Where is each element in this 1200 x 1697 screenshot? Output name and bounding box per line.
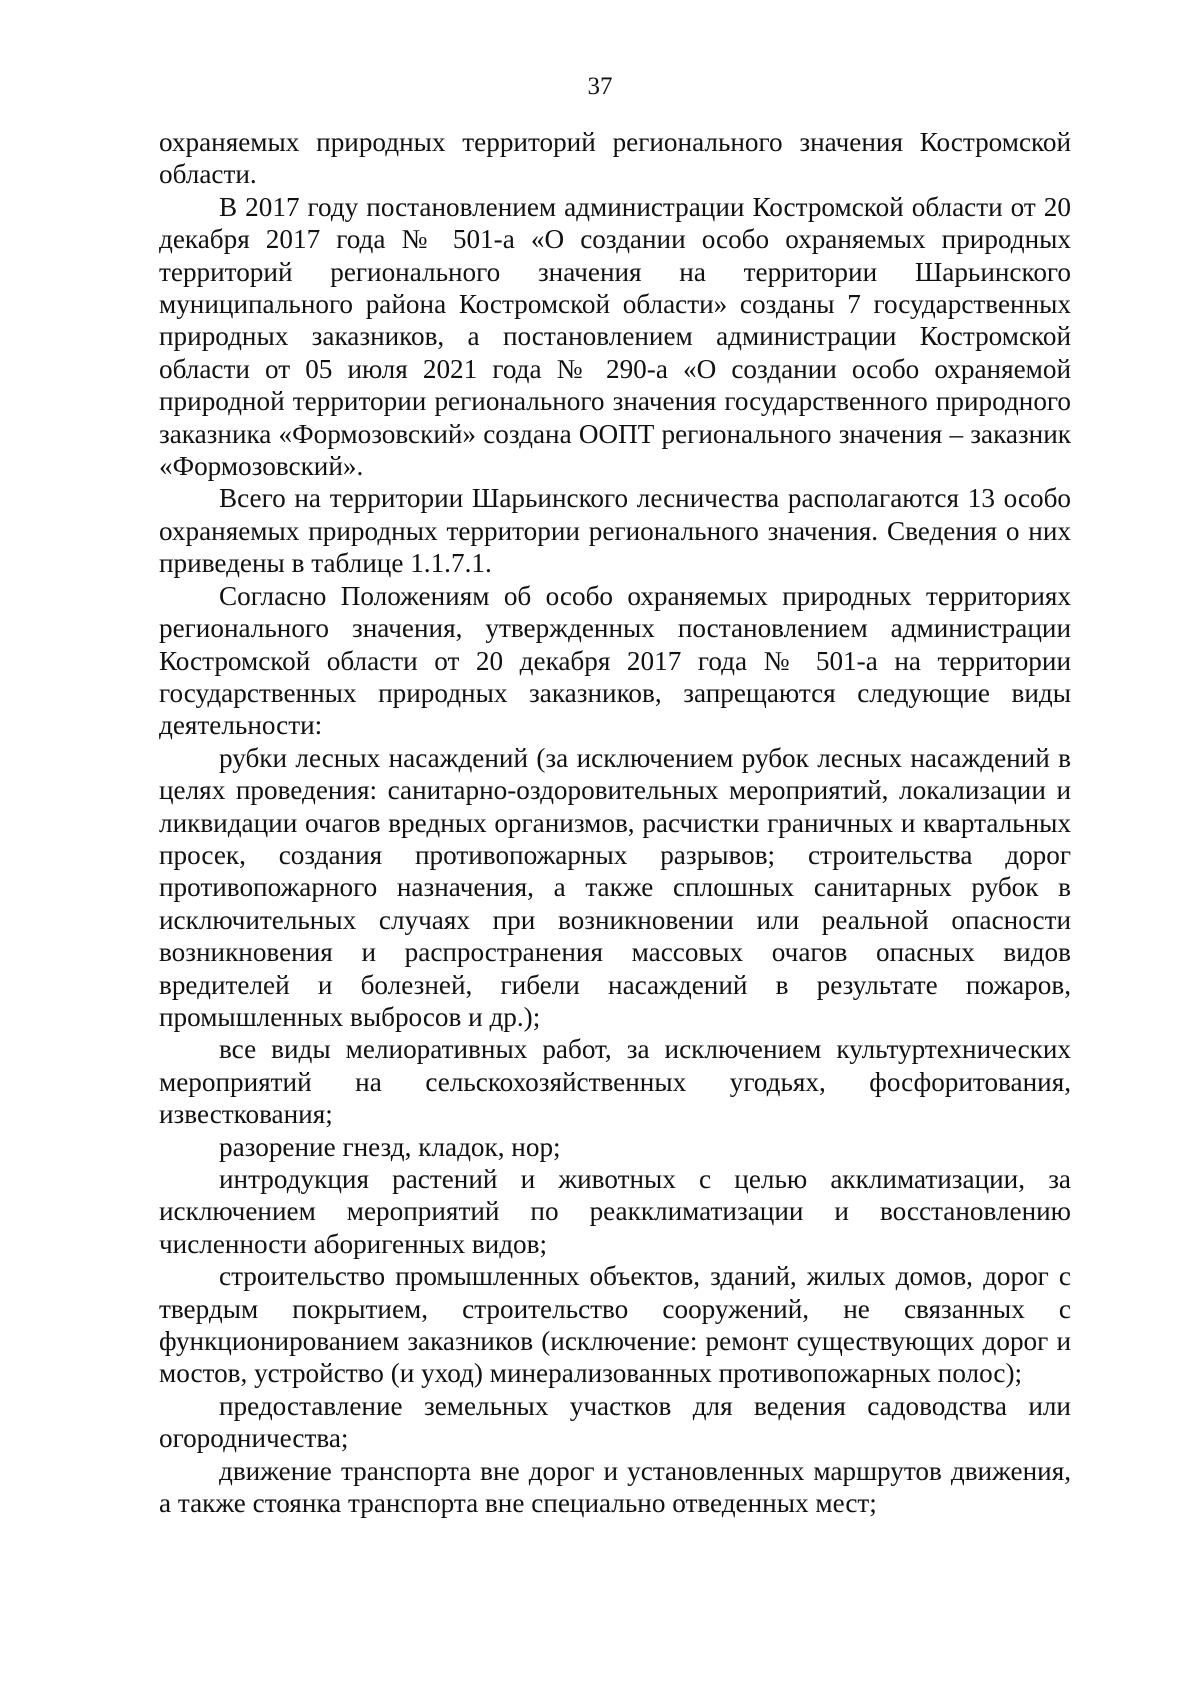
list-item-melioration: все виды мелиоративных работ, за исключением культуртехнических мероприятий на сельскохозяйственных угодьях, фосфоритования, известкования; (159, 1034, 1071, 1130)
list-item-transport: движение транспорта вне дорог и установленных маршрутов движения, а также стоянка транспорта вне специально отведенных мест; (159, 1455, 1071, 1519)
list-item-introduction: интродукция растений и животных с целью акклиматизации, за исключением мероприятий по реакклиматизации и восстановлению численности аборигенных видов; (159, 1164, 1071, 1259)
paragraph-prohibited-activities-intro: Согласно Положениям об особо охраняемых природных территориях регионального значения, утвержденных постановлением администрации Костромской области от 20 декабря 2017 года № 501-а на территории государственных природных заказников, запрещаются следующие виды деятельности: (159, 580, 1071, 741)
paragraph-2017-decree: В 2017 году постановлением администрации Костромской области от 20 декабря 2017 года № 501-а «О создании особо охраняемых природных территорий регионального значения на территории Шарьинского муниципального района Костромской области» созданы 7 государственных природных заказников, а постановлением администрации Костромской области от 05 июля 2021 года № 290-а «О создании особо охраняемой природной территории регионального значения государственного природного заказника «Формозовский» создана ООПТ регионального значения – заказник «Формозовский». (159, 191, 1071, 482)
list-item-construction: строительство промышленных объектов, зданий, жилых домов, дорог с твердым покрытием, строительство сооружений, не связанных с функционированием заказников (исключение: ремонт существующих дорог и мостов, устройство (и уход) минерализованных противопожарных полос); (159, 1261, 1071, 1389)
page-number: 37 (587, 73, 613, 100)
document-body (159, 126, 1071, 1519)
list-item-forest-cutting: рубки лесных насаждений (за исключением рубок лесных насаждений в целях проведения: санитарно-оздоровительных мероприятий, локализации и ликвидации очагов вредных организмов, расчистки граничных и квартальных просек, создания противопожарных разрывов; строительства дорог противопожарного назначения, а также сплошных санитарных рубок в исключительных случаях при возникновении или реальной опасности возникновения и распространения массовых очагов опасных видов вредителей и болезней, гибели насаждений в результате пожаров, промышленных выбросов и др.); (159, 742, 1071, 1032)
paragraph-total-territories: Всего на территории Шарьинского лесничества располагаются 13 особо охраняемых природных территории регионального значения. Сведения о них приведены в таблице 1.1.7.1. (159, 483, 1071, 579)
list-item-land-plots: предоставление земельных участков для ведения садоводства или огородничества; (159, 1390, 1071, 1454)
list-item-nest-destruction: разорение гнезд, кладок, нор; (219, 1131, 561, 1162)
paragraph-continuation: охраняемых природных территорий регионального значения Костромской области. (159, 127, 1071, 190)
